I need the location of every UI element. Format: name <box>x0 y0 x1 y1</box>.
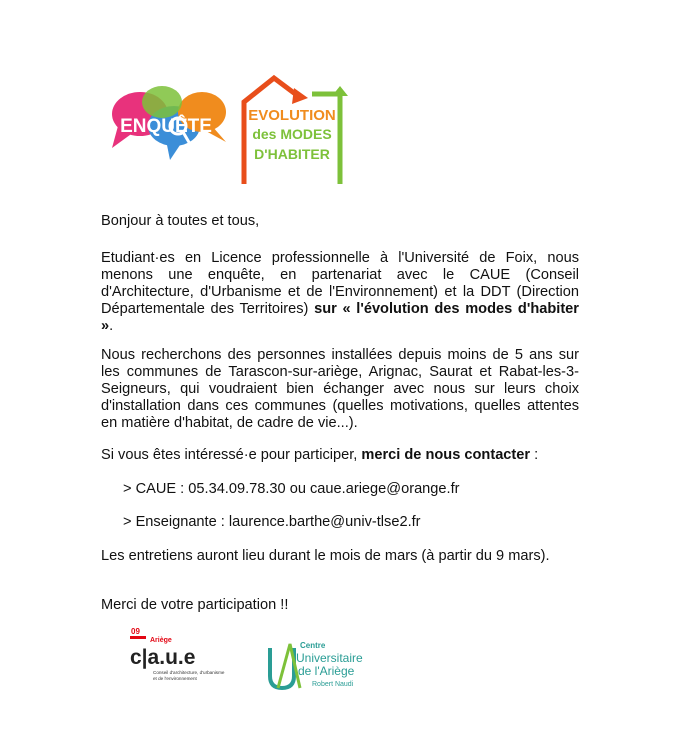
caue-logo <box>130 626 250 688</box>
evolution-logo <box>244 78 348 184</box>
contact-request: merci de nous contacter <box>361 447 531 463</box>
cua-line4: Robert Naudi <box>312 681 354 688</box>
contact-intro: Si vous êtes intéressé·e pour participer, <box>101 447 362 463</box>
enquete-logo <box>112 86 226 160</box>
caue-tagline-2: et de l'environnement <box>153 676 197 681</box>
evolution-line1: EVOLUTION <box>248 107 336 124</box>
contact-caue: > CAUE : 05.34.09.78.30 ou caue.ariege@orange.fr <box>123 481 460 497</box>
caue-name: c|a.u.e <box>130 646 196 669</box>
caue-number: 09 <box>131 627 140 636</box>
closing: Merci de votre participation !! <box>101 597 289 613</box>
enquete-text: ENQUÊTE <box>120 116 212 137</box>
evolution-line2: des MODES <box>252 126 332 142</box>
intro-end: . <box>109 318 114 334</box>
contact-colon: : <box>530 447 539 463</box>
centre-universitaire-logo <box>266 638 386 692</box>
interview-dates: Les entretiens auront lieu durant le mois de mars (à partir du 9 mars). <box>101 548 550 564</box>
target-paragraph: Nous recherchons des personnes installées depuis moins de 5 ans sur les communes de Tarascon-sur-ariège, Arignac, Saurat et Rabat-les-3-Seigneurs, qui voudraient bien échanger avec nous sur leurs choix d'installation dans ces communes (quelles motivations, quelles attentes en matière d'habitat, de cadre de vie...). <box>101 347 579 431</box>
evolution-line3: D'HABITER <box>254 146 330 162</box>
intro-paragraph <box>101 250 579 335</box>
caue-dept: Ariège <box>150 637 172 644</box>
cua-line1: Centre <box>300 641 326 650</box>
intro-text: Etudiant·es en Licence professionnelle à l'Université de Foix, nous menons une enquête, en partenariat avec le CAUE (Conseil d'Architecture, d'Urbanisme et de l'Environnement) et la DDT (Direction Départementale des Territoires) <box>101 250 579 317</box>
contact-teacher: > Enseignante : laurence.barthe@univ-tlse2.fr <box>123 514 421 530</box>
cua-line3: de l'Ariège <box>298 664 355 678</box>
survey-topic: sur « l'évolution des modes d'habiter » <box>101 301 579 334</box>
greeting: Bonjour à toutes et tous, <box>101 213 260 229</box>
survey-logos <box>104 68 364 192</box>
cua-line2: Universitaire <box>296 651 363 665</box>
contact-paragraph <box>101 447 579 464</box>
caue-tagline-1: Conseil d'architecture, d'urbanisme <box>153 670 225 675</box>
